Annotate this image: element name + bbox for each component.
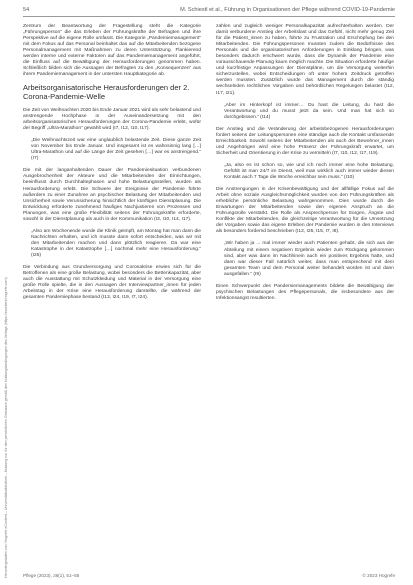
header-rule bbox=[23, 16, 395, 17]
paragraph: Die Verbindung aus Grundversorgung und Coronakrise erwies sich für die Betroffenen als eine große Belastung, wobei besonders die Bettenkapazität, aber auch die Ausstattung mit Schutzkleidung und Material in der Versorgung eine große Rolle spielte, die in den Aussagen der Interviewpartner_innen für jeden Arbeitstag in der Krise eine Herausforderung darstellte, die während der gesamten Pandemiephase bestand (I13, I24, I19, I7, I24). bbox=[23, 265, 201, 301]
paragraph: zahlen und zugleich weniger Personalkapazität aufrechterhalten werden. Der damit verbundene Anstieg der Arbeitslast und das Gefühl, nicht mehr genug Zeit für die Patient_innen zu haben, führte zu Frustration und Erschöpfung bei den Mitarbeitenden. Die Führungspersonen mussten zudem die Bedürfnisse des Personals und die organisatorischen Anforderungen in Einklang bringen, was besonders dadurch erschwert wurde, dass die Dynamik der Pandemie eine vorausschauende Planung kaum möglich machte. Die Situation erforderte häufige und kurzfristige Anpassungen der Dienstpläne, um die Versorgung weiterhin sicherzustellen, wobei Entscheidungen oft unter hohem Zeitdruck getroffen werden mussten. Zusätzlich wurde das Management durch die ständig wechselnden rechtlichen Vorgaben und behördlichen Regelungen belastet (I12, I17, I21). bbox=[216, 24, 394, 96]
paragraph: Einen Schwerpunkt des Pandemiemanagements bildete die Bewältigung der psychischen Belastungen des Pflegepersonals, die insbesondere aus der Infektionsangst resultierten. bbox=[216, 283, 394, 301]
interview-quote: „Wir haben ja ... mal immer wieder auch Patienten gehabt, die sich aus der Abteilung mit einem negativen Ergebnis wieder zum Rückgang gekommen sind, aber was dann im Nachhinein auch ein positives Ergebnis hatte, und dann war dieser Fall natürlich weiter, dass man entsprechend mit dem gesamten Team und dem Personal weiter behandelt worden ist und dann ausgefallen.“ (I9) bbox=[224, 241, 394, 277]
interview-quote: „Also am Wochenende wurde die Klinik geimpft, am Montag hat man dann die Nachrichten erhalten, und ich musste dann sofort entscheiden, was wir mit den Mitarbeitenden machen und dann plötzlich reagieren. Da war eine Katastrophe in der Katastrophe […] nochmal mehr eine Herausforderung.“ (I25) bbox=[31, 228, 201, 258]
interview-quote: „Ja, also es ist schon so, wie und ich noch immer eine hohe Belastung. Gefühlt ist man 24/7 im Dienst, weil man wirklich auch immer wieder diesen Kontakt auch 7 Tage die Woche erreichbar sein muss.“ (I10) bbox=[224, 162, 394, 181]
section-heading: Arbeitsorganisatorische Herausforderungen der 2. Corona-Pandemie-Welle bbox=[23, 83, 190, 102]
page-number: 54 bbox=[23, 7, 30, 13]
right-column bbox=[216, 24, 394, 308]
interview-quote: „Die Weihnachtszeit war eine unglaublich belastende Zeit. Diese ganze Zeit von November bis Ende Januar. Und insgesamt ist es wahnsinnig lang […] Ultra-Marathon und auf die Länge der Zeit gesehen […] war es anstrengend.“ (I7) bbox=[31, 138, 201, 162]
journal-citation: Pflege (2023), 36(1), 51–58 bbox=[23, 573, 80, 578]
paragraph: Die Zeit von Weihnachten 2020 bis Ende Januar 2021 wird als sehr belastend und anstrengende Hochphase in der Auseinandersetzung mit den arbeitsorganisatorischen Herausforderungen der Corona-Pandemie erlebt, wofür der Begriff „Ultra-Marathon“ gewählt wird (I7, I12, I10, I17). bbox=[23, 108, 201, 132]
paragraph: Der Anstieg und die Veränderung der arbeitsbezogenen Herausforderungen fordert seitens der Leitungspersonen eine ständige auch die Kontakt umfassende Erreichbarkeit. Sowohl seitens der Mitarbeitenden als auch der Bewohner_innen und Angehörigen wird eine hohe Präsenz der Führungskraft erwartet, um Sicherheit und Orientierung in der Krise zu vermitteln (I7, I10, I12, I17, I19). bbox=[216, 126, 394, 156]
page-footer bbox=[23, 573, 395, 581]
paragraph: Die mit der langanhaltenden Dauer der Pandemiesituation verbundenen Ausgebrochenheit der Akteure und die Mitarbeitenden der Einrichtungen, beeinflusst durch Durchhaltephasen und hohe Belastungsstellen, wurden als Herausforderung erlebt. Die Schwere der Ereignisse der Pandemie führte außerdem zu einer Zunahme an psychischer Belastung der Mitarbeitenden und Unsicherheit sowie Verunsicherung hinsichtlich der künftigen Dienstplanung. Die Entwicklung erforderte zunehmend häufiges Nachjustieren von Prozessen und Planungen, was eine große Flexibilität seitens der Führungskräfte erforderte, sowohl in der Dienstplanung als auch in der Kommunikation (I3, I10, I14, I17). bbox=[23, 168, 201, 222]
paragraph: Die Anstrengungen in der Krisenbewältigung und der allfällige Fokus auf die Arbeit ohne soziale Ausgleichsmöglichkeit wurden von den Führungskräften als erhebliche persönliche Belastung wahrgenommen. Dies wurde durch die Erwartungen der Mitarbeitenden sowie den eigenen Anspruch an die Führungsrolle verstärkt. Die Rolle als Ansprechperson für Sorgen, Ängste und Konflikte der Mitarbeitenden, die gleichzeitige Verantwortung für die Umsetzung der Vorgaben sowie das eigene Erleben der Pandemie wurden in den Interviews als besonders fordernd beschrieben (I12, I25, I15, I7, I8). bbox=[216, 187, 394, 235]
interview-quote: „Aber im Hinterkopf ist immer… Du hast die Leitung, du hast die Verantwortung und du musst jetzt da sein. Und man hat sich so durchgebissen.“ (I14) bbox=[224, 102, 394, 120]
download-watermark: Heruntergeladen von: Hogrefe eContent – Universitätsbibliothek – Nutzung nur für den persönlichen Gebrauch gemäß den Nutzungsbedingungen des Verlags (https://econtent.hogrefe.com) bbox=[4, 277, 8, 578]
left-column bbox=[23, 24, 201, 307]
running-head: M. Schiestl et al., Führung in Organisationen der Pflege während COVID-19-Pandemie bbox=[180, 7, 395, 13]
copyright-notice: © 2023 Hogrefe bbox=[362, 573, 395, 578]
paragraph: Zentrum der Beantwortung der Fragestellung steht die Kategorie „Führungsperson“ die das Erleben der Führungskräfte der Befragten und ihre Perspektive auf die eigene Rolle umfasst. Die Kategorie „Pandemiemanagement“ mit dem Fokus auf das Personal beinhaltet das auf die Mitarbeitenden bezogene Personalmanagement mit Maßnahmen zu deren Unterstützung. Flankierend werden interne und externe Faktoren auf das Pandemiemanagement angeführt, die Einfluss auf die Bewältigung der Herausforderungen genommen haben. Schließlich bilden sich die Aussagen der Befragten zu den „Konsequenzen“ aus ihrem Pandemiemanagement in der untersten Hauptkategorie ab. bbox=[23, 24, 201, 78]
